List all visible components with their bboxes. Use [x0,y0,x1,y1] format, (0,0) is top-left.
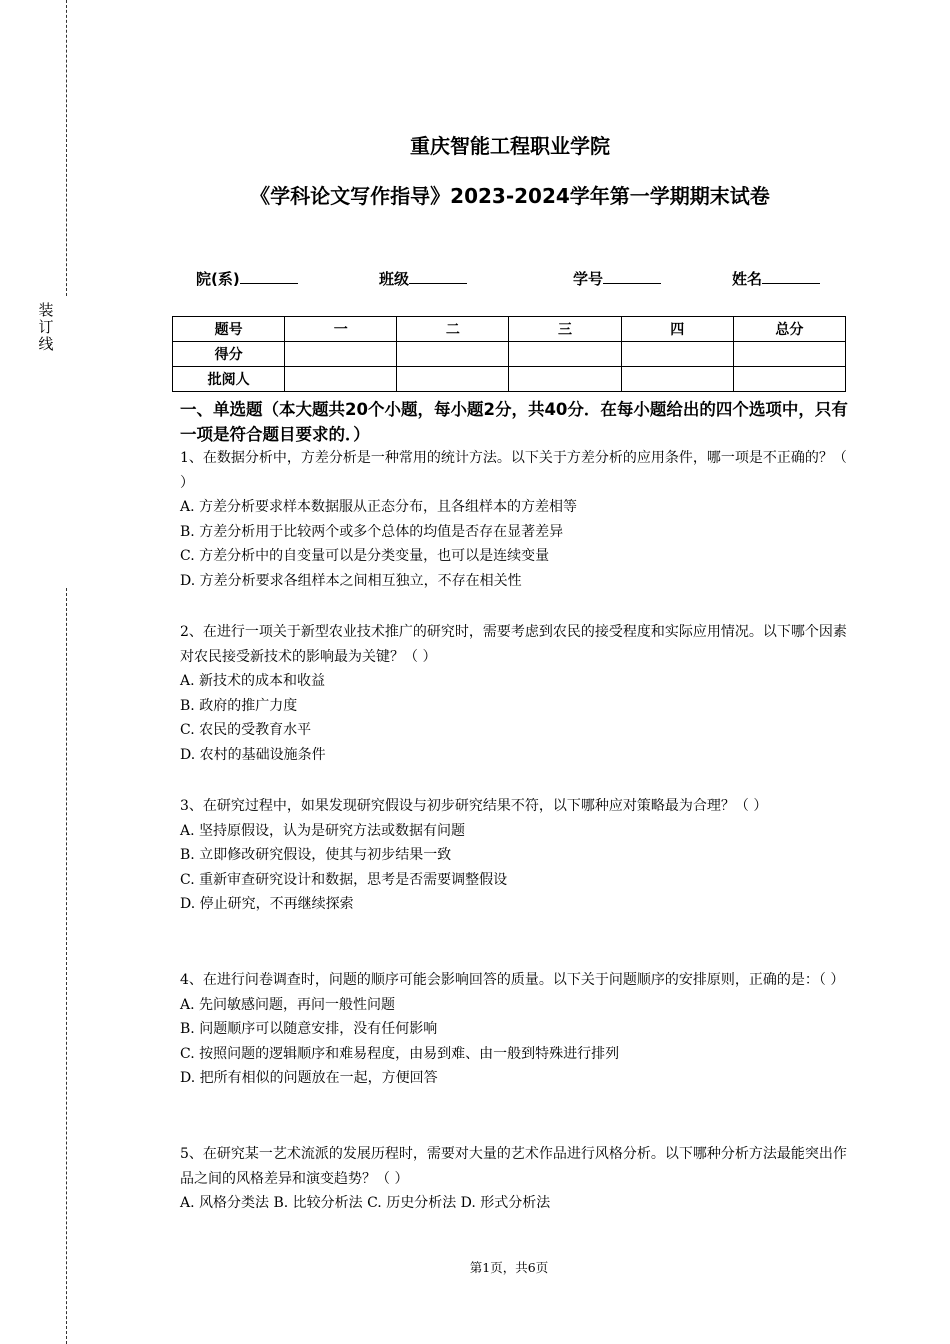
score-cell[interactable] [733,342,845,367]
question-option: C. 按照问题的逻辑顺序和难易程度，由易到难、由一般到特殊进行排列 [180,1045,620,1062]
question-stem: 2、在进行一项关于新型农业技术推广的研究时，需要考虑到农民的接受程度和实际应用情况。以下哪个因素对农民接受新技术的影响最为关键？（ ） [180,624,847,665]
grader-row [173,367,846,392]
page-number: 第1页，共6页 [469,1260,549,1275]
grader-cell[interactable] [509,367,621,392]
question-stem: 5、在研究某一艺术流派的发展历程时，需要对大量的艺术作品进行风格分析。以下哪种分析方法最能突出作品之间的风格差异和演变趋势？（ ） [180,1146,847,1187]
class-field[interactable] [379,268,467,289]
score-table-header-cell: 一 [285,317,397,342]
name-blank[interactable] [762,269,820,284]
question-options-inline: A. 风格分类法 B. 比较分析法 C. 历史分析法 D. 形式分析法 [180,1195,551,1211]
section-heading: 一、单选题（本大题共20个小题，每小题2分，共40分．在每小题给出的四个选项中，只有一项是符合题目要求的．） [180,400,848,444]
grader-cell[interactable] [285,367,397,392]
question-stem: 4、在进行问卷调查时，问题的顺序可能会影响回答的质量。以下关于问题顺序的安排原则，正确的是：（ ） [180,972,845,988]
binding-line-label [36,302,56,353]
department-label: 院(系) [196,270,240,288]
question-5 [180,1142,850,1216]
question-option: A. 先问敏感问题，再问一般性问题 [180,996,396,1013]
score-table-header-cell: 二 [397,317,509,342]
question-option: D. 农村的基础设施条件 [180,746,326,763]
grader-cell[interactable] [621,367,733,392]
score-table-header-cell: 三 [509,317,621,342]
score-table-header-row [173,317,846,342]
question-stem: 1、在数据分析中，方差分析是一种常用的统计方法。以下关于方差分析的应用条件，哪一项是不正确的？（ ） [180,450,847,491]
score-cell[interactable] [285,342,397,367]
name-field[interactable] [732,268,820,289]
question-option: D. 方差分析要求各组样本之间相互独立，不存在相关性 [180,572,522,589]
question-option: D. 停止研究，不再继续探索 [180,896,354,912]
score-table-header-cell: 题号 [173,317,285,342]
binding-char: 装 [38,301,54,319]
exam-title: 《学科论文写作指导》2023-2024学年第一学期期末试卷 [250,184,770,208]
score-row [173,342,846,367]
department-field[interactable] [196,268,298,289]
class-label: 班级 [379,270,410,288]
binding-char: 线 [38,335,54,353]
question-4 [180,968,850,1091]
question-option: A. 坚持原假设，认为是研究方法或数据有问题 [180,822,466,839]
student-id-field[interactable] [573,268,661,289]
student-id-label: 学号 [573,270,604,288]
grader-row-label: 批阅人 [173,367,285,392]
student-id-blank[interactable] [603,269,661,284]
grader-cell[interactable] [733,367,845,392]
question-option: B. 政府的推广力度 [180,697,298,714]
question-option: A. 方差分析要求样本数据服从正态分布，且各组样本的方差相等 [180,499,578,515]
school-name: 重庆智能工程职业学院 [410,134,610,158]
question-option: B. 问题顺序可以随意安排，没有任何影响 [180,1021,438,1037]
name-label: 姓名 [732,270,763,288]
question-1 [180,446,850,593]
question-3 [180,794,850,917]
question-option: C. 农民的受教育水平 [180,722,312,738]
score-table-header-cell: 总分 [733,317,845,342]
question-2 [180,620,850,767]
question-option: A. 新技术的成本和收益 [180,673,326,689]
score-row-label: 得分 [173,342,285,367]
question-option: B. 方差分析用于比较两个或多个总体的均值是否存在显著差异 [180,523,564,540]
score-table [172,316,846,392]
binding-dashed-line-bottom [66,588,67,1344]
question-stem: 3、在研究过程中，如果发现研究假设与初步研究结果不符，以下哪种应对策略最为合理？（ ） [180,798,768,814]
score-cell[interactable] [621,342,733,367]
binding-char: 订 [38,318,54,336]
question-option: B. 立即修改研究假设，使其与初步结果一致 [180,847,452,863]
department-blank[interactable] [240,269,298,284]
question-option: D. 把所有相似的问题放在一起，方便回答 [180,1070,438,1086]
score-cell[interactable] [509,342,621,367]
score-cell[interactable] [397,342,509,367]
grader-cell[interactable] [397,367,509,392]
question-option: C. 方差分析中的自变量可以是分类变量，也可以是连续变量 [180,548,550,564]
score-table-header-cell: 四 [621,317,733,342]
class-blank[interactable] [409,269,467,284]
question-option: C. 重新审查研究设计和数据，思考是否需要调整假设 [180,871,508,888]
